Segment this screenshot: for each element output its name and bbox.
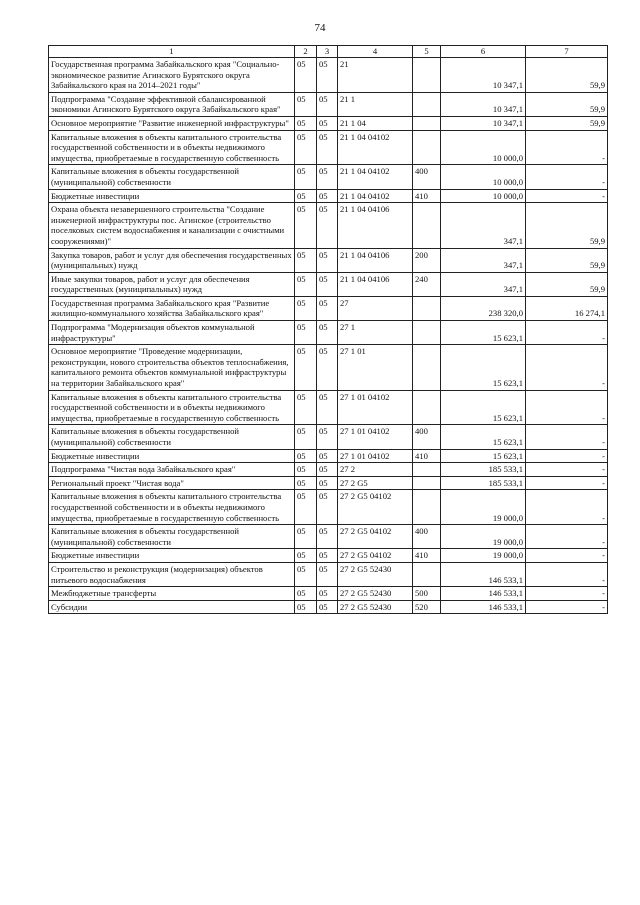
subsection-code-cell: 05 [317,490,338,525]
target-article-cell: 27 1 [338,321,413,345]
expense-type-cell [413,58,441,93]
section-code-cell: 05 [295,490,317,525]
section-code-cell: 05 [295,600,317,614]
amount-cell: 146 533,1 [441,600,526,614]
section-code-cell: 05 [295,549,317,563]
subsection-code-cell: 05 [317,116,338,130]
subsection-code-cell: 05 [317,203,338,248]
target-article-cell: 21 1 04 04102 [338,189,413,203]
federal-amount-cell: 59,9 [526,92,608,116]
section-code-cell: 05 [295,425,317,449]
section-code-cell: 05 [295,272,317,296]
federal-amount-cell: 59,9 [526,203,608,248]
section-code-cell: 05 [295,130,317,165]
row-name-cell: Бюджетные инвестиции [49,189,295,203]
section-code-cell: 05 [295,476,317,490]
table-row [49,165,608,189]
section-code-cell: 05 [295,296,317,320]
header-cell: 5 [413,46,441,58]
row-name-cell: Капитальные вложения в объекты государственной (муниципальной) собственности [49,425,295,449]
target-article-cell: 27 1 01 [338,345,413,390]
table-row [49,463,608,477]
row-name-cell: Иные закупки товаров, работ и услуг для обеспечения государственных (муниципальных) нужд [49,272,295,296]
header-cell: 2 [295,46,317,58]
expense-type-cell [413,476,441,490]
table-row [49,248,608,272]
target-article-cell: 21 1 04 04102 [338,130,413,165]
federal-amount-cell: - [526,549,608,563]
expense-type-cell: 410 [413,549,441,563]
federal-amount-cell: - [526,165,608,189]
table-row [49,272,608,296]
amount-cell: 10 347,1 [441,92,526,116]
section-code-cell: 05 [295,345,317,390]
row-name-cell: Подпрограмма "Чистая вода Забайкальского края" [49,463,295,477]
federal-amount-cell: - [526,345,608,390]
subsection-code-cell: 05 [317,92,338,116]
subsection-code-cell: 05 [317,425,338,449]
table-row [49,562,608,586]
amount-cell: 347,1 [441,248,526,272]
federal-amount-cell: - [526,525,608,549]
row-name-cell: Капитальные вложения в объекты государственной (муниципальной) собственности [49,165,295,189]
expense-type-cell: 400 [413,165,441,189]
expense-type-cell [413,562,441,586]
expense-type-cell [413,130,441,165]
expense-type-cell [413,296,441,320]
amount-cell: 10 000,0 [441,130,526,165]
amount-cell: 15 623,1 [441,425,526,449]
target-article-cell: 27 2 [338,463,413,477]
header-cell: 6 [441,46,526,58]
table-row [49,203,608,248]
expense-type-cell [413,116,441,130]
expense-type-cell [413,390,441,425]
amount-cell: 15 623,1 [441,321,526,345]
row-name-cell: Подпрограмма "Создание эффективной сбалансированной экономики Агинского Бурятского округа Забайкальского края" [49,92,295,116]
section-code-cell: 05 [295,525,317,549]
table-row [49,425,608,449]
table-row [49,549,608,563]
federal-amount-cell: - [526,476,608,490]
target-article-cell: 21 1 04 04102 [338,165,413,189]
row-name-cell: Основное мероприятие "Проведение модернизации, реконструкции, нового строительства объектов теплоснабжения, капитального ремонта объектов коммунальной инфраструктуры на территории Забайкальского края" [49,345,295,390]
row-name-cell: Капитальные вложения в объекты капитального строительства государственной собственности и в объекты недвижимого имущества, приобретаемые в государственную собственность [49,390,295,425]
amount-cell: 146 533,1 [441,562,526,586]
row-name-cell: Охрана объекта незавершенного строительства "Создание инженерной инфраструктуры пос. Агинское (строительство поселковых систем водоснабжения и канализации с очистными сооружениями)" [49,203,295,248]
target-article-cell: 21 1 04 04106 [338,272,413,296]
federal-amount-cell: - [526,130,608,165]
expense-type-cell [413,321,441,345]
federal-amount-cell: - [526,321,608,345]
subsection-code-cell: 05 [317,600,338,614]
section-code-cell: 05 [295,587,317,601]
expense-type-cell [413,490,441,525]
subsection-code-cell: 05 [317,562,338,586]
federal-amount-cell: - [526,390,608,425]
row-name-cell: Субсидии [49,600,295,614]
table-row [49,130,608,165]
amount-cell: 15 623,1 [441,390,526,425]
target-article-cell: 21 [338,58,413,93]
federal-amount-cell: 16 274,1 [526,296,608,320]
target-article-cell: 27 2 G5 52430 [338,587,413,601]
subsection-code-cell: 05 [317,390,338,425]
target-article-cell: 21 1 04 [338,116,413,130]
header-cell: 7 [526,46,608,58]
federal-amount-cell: 59,9 [526,116,608,130]
expense-type-cell: 500 [413,587,441,601]
section-code-cell: 05 [295,321,317,345]
expense-type-cell: 410 [413,449,441,463]
table-row [49,525,608,549]
amount-cell: 15 623,1 [441,345,526,390]
target-article-cell: 27 2 G5 04102 [338,490,413,525]
amount-cell: 19 000,0 [441,549,526,563]
expense-type-cell [413,203,441,248]
federal-amount-cell: - [526,562,608,586]
subsection-code-cell: 05 [317,449,338,463]
federal-amount-cell: - [526,449,608,463]
amount-cell: 19 000,0 [441,490,526,525]
section-code-cell: 05 [295,165,317,189]
row-name-cell: Бюджетные инвестиции [49,449,295,463]
section-code-cell: 05 [295,248,317,272]
target-article-cell: 27 1 01 04102 [338,390,413,425]
amount-cell: 238 320,0 [441,296,526,320]
row-name-cell: Межбюджетные трансферты [49,587,295,601]
expense-type-cell: 410 [413,189,441,203]
subsection-code-cell: 05 [317,587,338,601]
subsection-code-cell: 05 [317,345,338,390]
header-cell: 3 [317,46,338,58]
table-row [49,345,608,390]
federal-amount-cell: 59,9 [526,248,608,272]
subsection-code-cell: 05 [317,58,338,93]
amount-cell: 347,1 [441,272,526,296]
row-name-cell: Капитальные вложения в объекты капитального строительства государственной собственности и в объекты недвижимого имущества, приобретаемые в государственную собственность [49,490,295,525]
table-row [49,587,608,601]
table-row [49,189,608,203]
subsection-code-cell: 05 [317,549,338,563]
federal-amount-cell: 59,9 [526,58,608,93]
federal-amount-cell: 59,9 [526,272,608,296]
row-name-cell: Основное мероприятие "Развитие инженерной инфраструктуры" [49,116,295,130]
section-code-cell: 05 [295,203,317,248]
row-name-cell: Бюджетные инвестиции [49,549,295,563]
amount-cell: 10 000,0 [441,189,526,203]
expense-type-cell: 240 [413,272,441,296]
row-name-cell: Капитальные вложения в объекты государственной (муниципальной) собственности [49,525,295,549]
row-name-cell: Капитальные вложения в объекты капитального строительства государственной собственности и в объекты недвижимого имущества, приобретаемые в государственную собственность [49,130,295,165]
header-cell: 1 [49,46,295,58]
table-header-row [49,46,608,58]
section-code-cell: 05 [295,463,317,477]
amount-cell: 19 000,0 [441,525,526,549]
target-article-cell: 21 1 [338,92,413,116]
table-row [49,449,608,463]
section-code-cell: 05 [295,116,317,130]
table-row [49,490,608,525]
amount-cell: 10 000,0 [441,165,526,189]
expense-type-cell [413,463,441,477]
subsection-code-cell: 05 [317,272,338,296]
table-row [49,92,608,116]
subsection-code-cell: 05 [317,296,338,320]
table-row [49,296,608,320]
subsection-code-cell: 05 [317,130,338,165]
amount-cell: 347,1 [441,203,526,248]
row-name-cell: Государственная программа Забайкальского края "Социально-экономическое развитие Агинского Бурятского округа Забайкальского края на 2014–2021 годы" [49,58,295,93]
table-row [49,476,608,490]
subsection-code-cell: 05 [317,476,338,490]
federal-amount-cell: - [526,425,608,449]
table-row [49,58,608,93]
amount-cell: 10 347,1 [441,116,526,130]
federal-amount-cell: - [526,463,608,477]
expense-type-cell: 200 [413,248,441,272]
target-article-cell: 27 2 G5 04102 [338,549,413,563]
target-article-cell: 27 2 G5 04102 [338,525,413,549]
row-name-cell: Подпрограмма "Модернизация объектов коммунальной инфраструктуры" [49,321,295,345]
row-name-cell: Закупка товаров, работ и услуг для обеспечения государственных (муниципальных) нужд [49,248,295,272]
budget-table [48,45,608,614]
expense-type-cell: 400 [413,525,441,549]
amount-cell: 185 533,1 [441,463,526,477]
subsection-code-cell: 05 [317,463,338,477]
page-number: 74 [314,22,326,34]
federal-amount-cell: - [526,189,608,203]
expense-type-cell [413,345,441,390]
target-article-cell: 27 2 G5 [338,476,413,490]
section-code-cell: 05 [295,92,317,116]
table-row [49,390,608,425]
section-code-cell: 05 [295,562,317,586]
subsection-code-cell: 05 [317,525,338,549]
header-cell: 4 [338,46,413,58]
table-row [49,116,608,130]
table-row [49,321,608,345]
amount-cell: 146 533,1 [441,587,526,601]
amount-cell: 10 347,1 [441,58,526,93]
expense-type-cell: 400 [413,425,441,449]
amount-cell: 15 623,1 [441,449,526,463]
table-row [49,600,608,614]
target-article-cell: 27 2 G5 52430 [338,600,413,614]
section-code-cell: 05 [295,189,317,203]
expense-type-cell [413,92,441,116]
expense-type-cell: 520 [413,600,441,614]
target-article-cell: 27 [338,296,413,320]
section-code-cell: 05 [295,58,317,93]
target-article-cell: 21 1 04 04106 [338,248,413,272]
section-code-cell: 05 [295,449,317,463]
federal-amount-cell: - [526,600,608,614]
federal-amount-cell: - [526,587,608,601]
subsection-code-cell: 05 [317,248,338,272]
target-article-cell: 27 2 G5 52430 [338,562,413,586]
subsection-code-cell: 05 [317,321,338,345]
amount-cell: 185 533,1 [441,476,526,490]
subsection-code-cell: 05 [317,165,338,189]
federal-amount-cell: - [526,490,608,525]
row-name-cell: Региональный проект "Чистая вода" [49,476,295,490]
target-article-cell: 21 1 04 04106 [338,203,413,248]
target-article-cell: 27 1 01 04102 [338,425,413,449]
section-code-cell: 05 [295,390,317,425]
target-article-cell: 27 1 01 04102 [338,449,413,463]
row-name-cell: Строительство и реконструкция (модернизация) объектов питьевого водоснабжения [49,562,295,586]
subsection-code-cell: 05 [317,189,338,203]
row-name-cell: Государственная программа Забайкальского края "Развитие жилищно-коммунального хозяйства Забайкальского края" [49,296,295,320]
